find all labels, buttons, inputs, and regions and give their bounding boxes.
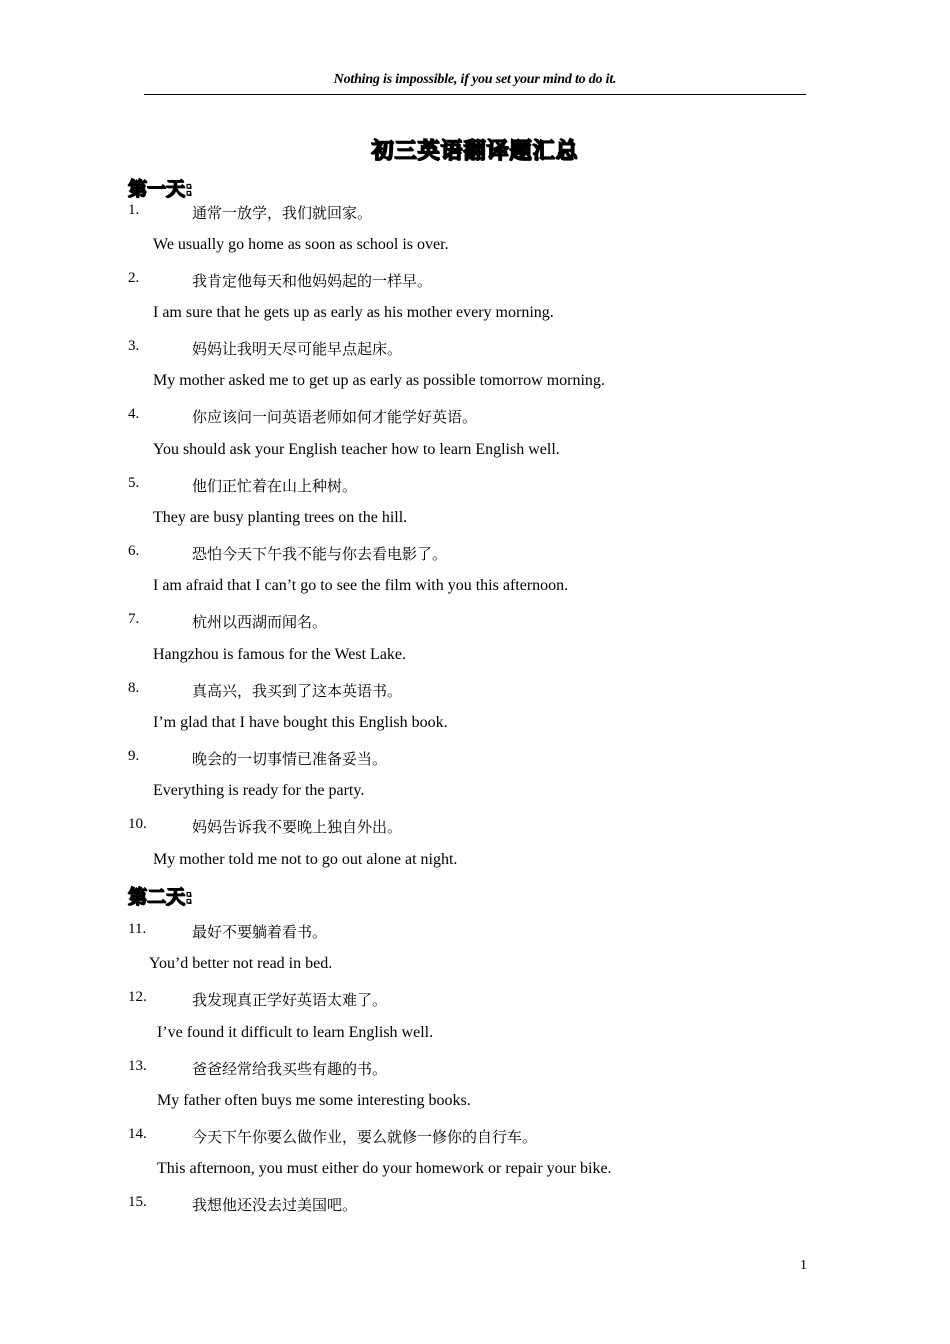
item-chinese: 最好不要躺着看书。 — [192, 923, 328, 941]
item-chinese: 真高兴，我买到了这本英语书。 — [192, 682, 403, 700]
item-chinese: 今天下午你要么做作业，要么就修一修你的自行车。 — [192, 1128, 538, 1146]
item-chinese: 我肯定他每天和他妈妈起的一样早。 — [192, 272, 433, 290]
item-chinese: 我发现真正学好英语太难了。 — [192, 991, 388, 1009]
section-heading-day-2: 第二天: — [128, 886, 193, 908]
item-chinese: 通常一放学，我们就回家。 — [192, 204, 373, 222]
item-chinese: 爸爸经常给我买些有趣的书。 — [192, 1060, 388, 1078]
item-chinese: 恐怕今天下午我不能与你去看电影了。 — [192, 545, 448, 563]
item-english: I am afraid that I can’t go to see the film with you this afternoon. — [153, 577, 569, 594]
item-number: 6. — [128, 543, 140, 559]
item-english: Hangzhou is famous for the West Lake. — [153, 646, 407, 663]
item-chinese: 我想他还没去过美国吧。 — [192, 1196, 358, 1214]
item-english: You should ask your English teacher how to learn English well. — [153, 441, 560, 458]
item-number: 14. — [128, 1126, 147, 1142]
item-number: 13. — [128, 1058, 147, 1074]
item-english: My mother told me not to go out alone at night. — [153, 851, 458, 868]
header-rule — [144, 94, 806, 95]
item-number: 8. — [128, 680, 140, 696]
item-chinese: 你应该问一问英语老师如何才能学好英语。 — [192, 408, 478, 426]
item-chinese: 他们正忙着在山上种树。 — [192, 477, 358, 495]
item-chinese: 妈妈告诉我不要晚上独自外出。 — [192, 818, 403, 836]
section-heading-day-1: 第一天: — [128, 178, 193, 200]
item-chinese: 妈妈让我明天尽可能早点起床。 — [192, 340, 403, 358]
item-number: 4. — [128, 406, 140, 422]
item-english: I’ve found it difficult to learn English well. — [157, 1024, 434, 1041]
item-chinese: 杭州以西湖而闻名。 — [192, 613, 328, 631]
item-english: You’d better not read in bed. — [149, 955, 333, 972]
item-number: 7. — [128, 611, 140, 627]
item-number: 10. — [128, 816, 147, 832]
page-number: 1 — [800, 1258, 807, 1273]
page-title: 初三英语翻译题汇总 — [371, 139, 579, 164]
item-number: 12. — [128, 989, 147, 1005]
item-number: 11. — [128, 921, 147, 937]
item-number: 3. — [128, 338, 140, 354]
item-english: I am sure that he gets up as early as his mother every morning. — [153, 304, 554, 321]
item-english: They are busy planting trees on the hill. — [153, 509, 408, 526]
item-chinese: 晚会的一切事情已准备妥当。 — [192, 750, 388, 768]
item-english: This afternoon, you must either do your homework or repair your bike. — [157, 1160, 612, 1177]
item-number: 1. — [128, 202, 140, 218]
item-english: I’m glad that I have bought this English book. — [153, 714, 448, 731]
item-number: 2. — [128, 270, 140, 286]
header-motto: Nothing is impossible, if you set your mind to do it. — [333, 72, 617, 87]
item-english: We usually go home as soon as school is over. — [153, 236, 449, 253]
item-english: My father often buys me some interesting books. — [157, 1092, 471, 1109]
item-english: Everything is ready for the party. — [153, 782, 365, 799]
item-number: 5. — [128, 475, 140, 491]
item-number: 9. — [128, 748, 140, 764]
item-english: My mother asked me to get up as early as possible tomorrow morning. — [153, 372, 605, 389]
item-number: 15. — [128, 1194, 147, 1210]
